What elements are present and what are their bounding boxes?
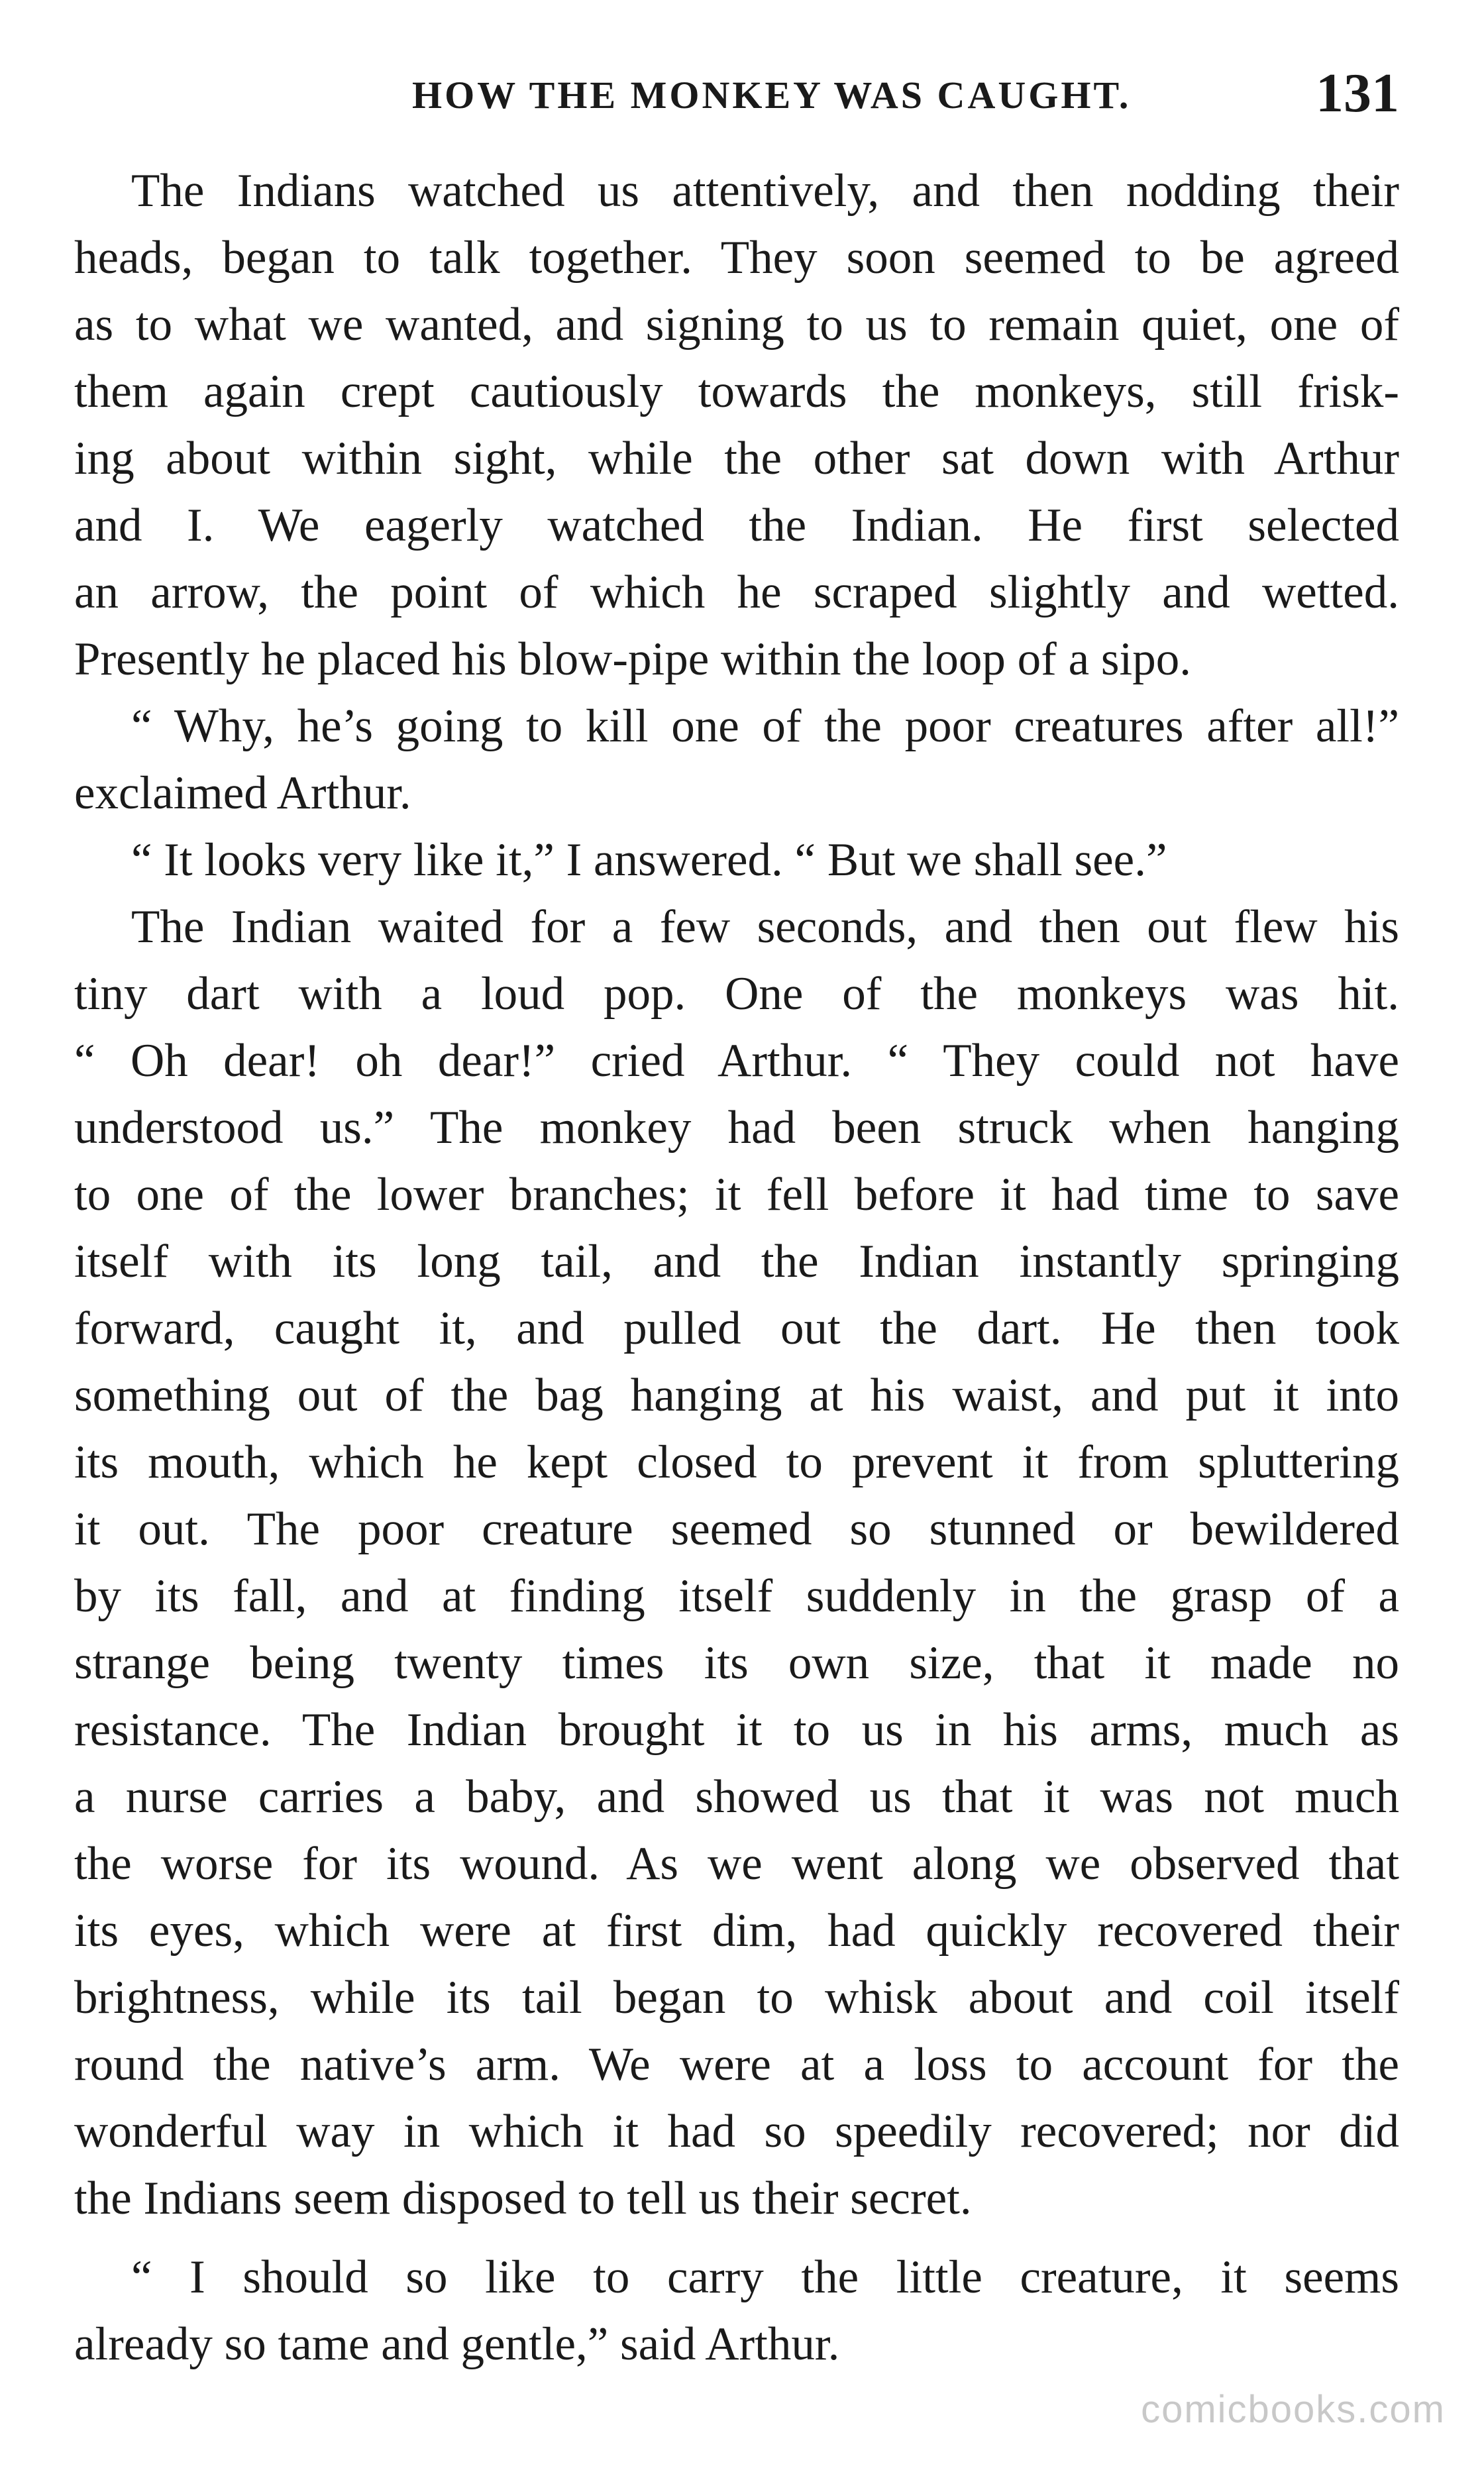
- text-line: already so tame and gentle,” said Arthur.: [74, 2318, 840, 2370]
- running-title: HOW THE MONKEY WAS CAUGHT.: [412, 74, 1132, 117]
- text-line: its mouth, which he kept closed to prevent it from spluttering: [74, 1436, 1399, 1488]
- text-line: by its fall, and at finding itself suddenly in the grasp of a: [74, 1570, 1399, 1622]
- watermark: comicbooks.com: [1141, 2388, 1446, 2431]
- text-line: and I. We eagerly watched the Indian. He first selected: [74, 500, 1399, 551]
- text-line: ing about within sight, while the other sat down with Arthur: [74, 433, 1399, 484]
- text-line: The Indians watched us attentively, and then nodding their: [131, 165, 1399, 217]
- text-line: heads, began to talk together. They soon seemed to be agreed: [74, 232, 1399, 284]
- page-number: 131: [1316, 62, 1399, 124]
- text-line: “ Why, he’s going to kill one of the poor creatures after all!”: [131, 700, 1399, 752]
- text-line: strange being twenty times its own size, that it made no: [74, 1637, 1399, 1689]
- paragraph: [74, 158, 1399, 693]
- running-header: [74, 61, 1399, 134]
- text-line: Presently he placed his blow-pipe within the loop of a sipo.: [74, 633, 1191, 685]
- paragraph: [74, 894, 1399, 2232]
- text-line: The Indian waited for a few seconds, and then out flew his: [131, 901, 1399, 953]
- text-line: itself with its long tail, and the Indian instantly springing: [74, 1236, 1399, 1287]
- text-line: tiny dart with a loud pop. One of the monkeys was hit.: [74, 968, 1399, 1020]
- text-line: an arrow, the point of which he scraped slightly and wetted.: [74, 566, 1399, 618]
- paragraph: [74, 827, 1399, 894]
- text-line: as to what we wanted, and signing to us to remain quiet, one of: [74, 299, 1399, 350]
- paragraph: [74, 693, 1399, 827]
- text-line: wonderful way in which it had so speedily recovered; nor did: [74, 2106, 1399, 2157]
- text-line: “ I should so like to carry the little creature, it seems: [131, 2251, 1399, 2303]
- text-line: its eyes, which were at first dim, had quickly recovered their: [74, 1905, 1399, 1957]
- text-line: brightness, while its tail began to whisk about and coil itself: [74, 1972, 1399, 2023]
- body-text: [74, 158, 1399, 2378]
- text-line: the Indians seem disposed to tell us their secret.: [74, 2173, 972, 2224]
- text-line: the worse for its wound. As we went along we observed that: [74, 1838, 1399, 1890]
- text-line: a nurse carries a baby, and showed us that it was not much: [74, 1771, 1399, 1823]
- text-line: forward, caught it, and pulled out the dart. He then took: [74, 1303, 1399, 1354]
- text-line: round the native’s arm. We were at a loss to account for the: [74, 2039, 1399, 2090]
- text-line: to one of the lower branches; it fell before it had time to save: [74, 1169, 1399, 1220]
- text-line: “ It looks very like it,” I answered. “ But we shall see.”: [131, 834, 1167, 886]
- paragraph: [74, 2244, 1399, 2378]
- text-line: “ Oh dear! oh dear!” cried Arthur. “ They could not have: [74, 1035, 1399, 1087]
- text-line: resistance. The Indian brought it to us in his arms, much as: [74, 1704, 1399, 1756]
- text-line: understood us.” The monkey had been struck when hanging: [74, 1102, 1399, 1154]
- text-line: them again crept cautiously towards the monkeys, still frisk-: [74, 366, 1399, 417]
- text-line: something out of the bag hanging at his waist, and put it into: [74, 1370, 1399, 1421]
- text-line: it out. The poor creature seemed so stunned or bewildered: [74, 1503, 1399, 1555]
- text-line: exclaimed Arthur.: [74, 767, 411, 819]
